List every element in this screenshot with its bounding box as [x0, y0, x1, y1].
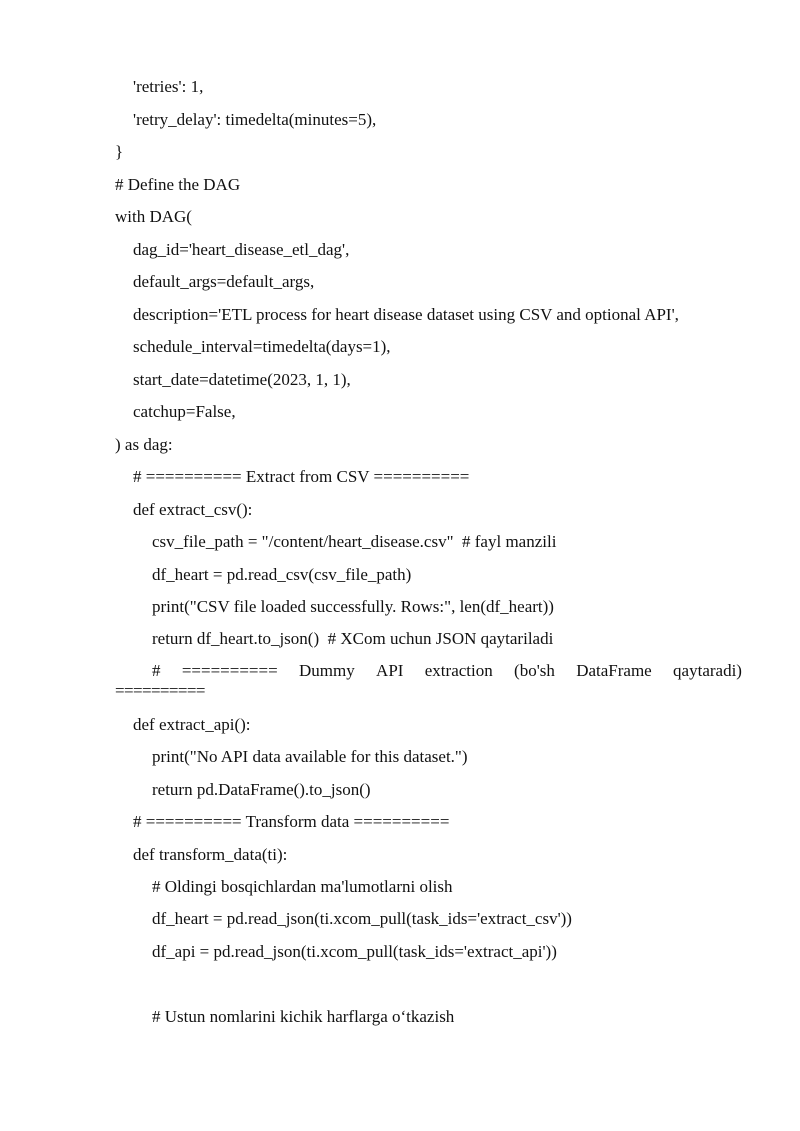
- wrapped-comment-tail: ==========: [115, 681, 205, 700]
- code-line: default_args=default_args,: [133, 272, 315, 291]
- comment-word: qaytaradi): [673, 661, 742, 680]
- code-line: # Define the DAG: [115, 175, 241, 194]
- code-line: df_heart = pd.read_csv(csv_file_path): [152, 565, 412, 584]
- code-line: # ========== Extract from CSV ==========: [133, 467, 470, 486]
- code-line: def extract_csv():: [133, 500, 253, 519]
- comment-word: (bo'sh: [514, 661, 555, 680]
- comment-word: DataFrame: [576, 661, 652, 680]
- code-line: # Ustun nomlarini kichik harflarga o‘tkazish: [152, 1007, 455, 1026]
- code-line: print("No API data available for this dataset."): [152, 747, 468, 766]
- code-line: return df_heart.to_json() # XCom uchun JSON qaytariladi: [152, 629, 554, 648]
- code-line: def extract_api():: [133, 715, 251, 734]
- code-line: def transform_data(ti):: [133, 845, 288, 864]
- wrapped-comment-line: [152, 661, 742, 681]
- code-line: schedule_interval=timedelta(days=1),: [133, 337, 391, 356]
- code-line: dag_id='heart_disease_etl_dag',: [133, 240, 350, 259]
- code-line: catchup=False,: [133, 402, 236, 421]
- code-line: df_api = pd.read_json(ti.xcom_pull(task_ids='extract_api')): [152, 942, 557, 961]
- code-line: description='ETL process for heart disease dataset using CSV and optional API',: [133, 305, 679, 324]
- code-line: df_heart = pd.read_json(ti.xcom_pull(task_ids='extract_csv')): [152, 909, 572, 928]
- comment-word: ==========: [181, 661, 278, 680]
- code-line: print("CSV file loaded successfully. Rows:", len(df_heart)): [152, 597, 554, 616]
- code-line: ) as dag:: [115, 435, 173, 454]
- code-line: return pd.DataFrame().to_json(): [152, 780, 371, 799]
- code-line: # ========== Transform data ==========: [133, 812, 450, 831]
- code-line: }: [115, 142, 124, 161]
- code-line: 'retry_delay': timedelta(minutes=5),: [133, 110, 377, 129]
- comment-word: API: [376, 661, 404, 680]
- code-line: 'retries': 1,: [133, 77, 204, 96]
- comment-word: Dummy: [299, 661, 355, 680]
- code-line: csv_file_path = "/content/heart_disease.csv" # fayl manzili: [152, 532, 557, 551]
- code-line: # Oldingi bosqichlardan ma'lumotlarni olish: [152, 877, 453, 896]
- comment-word: extraction: [424, 661, 493, 680]
- code-line: start_date=datetime(2023, 1, 1),: [133, 370, 351, 389]
- code-line: with DAG(: [115, 207, 192, 226]
- comment-word: #: [152, 661, 161, 680]
